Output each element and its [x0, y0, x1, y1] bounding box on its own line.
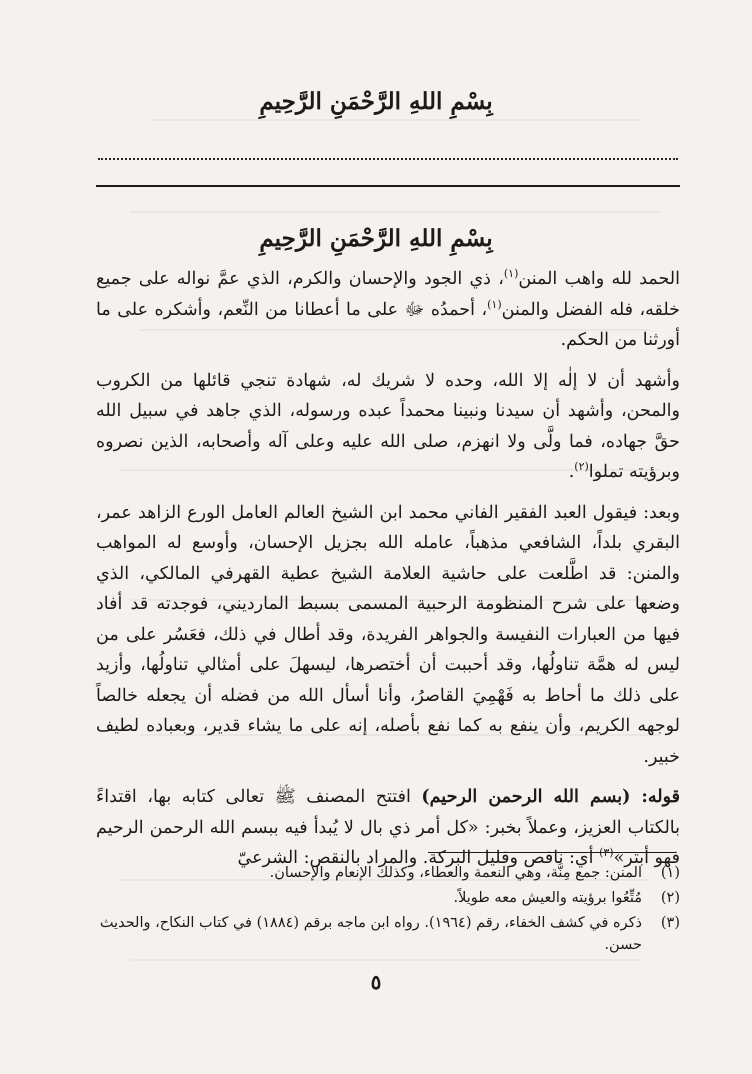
main-text	[96, 264, 680, 884]
footnote-marker: (٣)	[599, 846, 614, 860]
footnote-number: (١)	[660, 865, 680, 881]
dotted-divider	[98, 152, 678, 160]
footnote-number: (٣)	[660, 915, 680, 931]
footnotes	[96, 862, 680, 959]
paragraph-praise	[96, 264, 680, 356]
footnote-text: مُتِّعُوا برؤيته والعيش معه طويلاً.	[453, 890, 642, 906]
footnote-marker: (١)	[503, 267, 519, 281]
footnote-marker: (١)	[487, 297, 502, 311]
paragraph-text: .	[568, 462, 575, 482]
footnote-marker: (٢)	[574, 460, 589, 474]
footnote-text: المنن: جمع مِنَّة، وهي النعمة والعطاء، وكذلك الإنعام والإحسان.	[269, 865, 642, 881]
paragraph-commentary	[96, 782, 680, 874]
paragraph-introduction: وبعد: فيقول العبد الفقير الفاني محمد ابن الشيخ العالم العامل الورع الزاهد عمر، البقري بلداً، الشافعي مذهباً، عامله الله بجزيل الإحسان، وأوسع له المواهب والمنن: قد اطَّلعت على حاشية العلامة الشيخ عطية القهرفي المالكي، الذي وضعها على شرح المنظومة الرحبية المسمى بسبط المارديني، فوجدته قد أفاد فيها من العبارات النفيسة والجواهر الفريدة، وقد أطال في ذلك، فعَسُر على من ليس له همَّة تناولُها، وقد أحببت أن أختصرها، ليسهلَ على أمثالي تناولُها، وأزيد على ذلك ما أحاط به فَهْمِيَ القاصرُ، وأنا أسأل الله من فضله أن يجعله خالصاً لوجهه الكريم، وأن ينفع به كما نفع بأصله، إنه على ما يشاء قدير، وبعباده لطيف خبير.	[96, 502, 680, 767]
paragraph-text: ، أحمدُه ﷻ على ما أعطانا من النِّعم، وأشكره على ما أورثنا من الحكم.	[96, 299, 680, 350]
paragraph-testimony	[96, 366, 680, 488]
top-basmala-heading: بِسْمِ اللهِ الرَّحْمَنِ الرَّحِيمِ	[259, 88, 493, 115]
header-rule	[96, 185, 680, 187]
paragraph-text: أي: ناقص وقليل البركة. والمراد بالنقص: الشرعيّ	[237, 848, 600, 868]
footnote-item	[96, 862, 680, 884]
quoted-phrase: قوله: (بسم الله الرحمن الرحيم)	[421, 787, 681, 807]
footnote-separator	[428, 852, 676, 853]
footnote-item	[96, 887, 680, 909]
footnote-number: (٢)	[660, 890, 680, 906]
paragraph-text: افتتح المصنف ﷺ تعالى كتابه بها، اقتداءً بالكتاب العزيز، وعملاً بخبر: «كل أمر ذي بال لا يُبدأ فيه ببسم الله الرحمن الرحيم فهو أبتر»	[96, 787, 680, 868]
footnote-item	[96, 912, 680, 956]
paragraph-text: وأشهد أن لا إلٰه إلا الله، وحده لا شريك له، شهادة تنجي قائلها من الكروب والمحن، وأشهد أن سيدنا ونبينا محمداً عبده ورسوله، الذي جاهد في سبيل الله حقَّ جهاده، فما ولَّى ولا انهزم، صلى الله عليه وعلى آله وأصحابه، الذين نصروه وبرؤيته تملوا	[96, 370, 680, 482]
paragraph-text: ، ذي الجود والإحسان والكرم، الذي عمَّ نواله على جميع خلقه، فله الفضل والمنن	[96, 269, 680, 320]
page-number: ٥	[370, 970, 382, 994]
paragraph-text: الحمد لله واهب المنن	[518, 269, 680, 289]
main-basmala-heading: بِسْمِ اللهِ الرَّحْمَنِ الرَّحِيمِ	[259, 225, 493, 252]
footnote-text: ذكره في كشف الخفاء، رقم (١٩٦٤). رواه ابن ماجه برقم (١٨٨٤) في كتاب النكاح، والحديث حسن.	[99, 915, 642, 953]
